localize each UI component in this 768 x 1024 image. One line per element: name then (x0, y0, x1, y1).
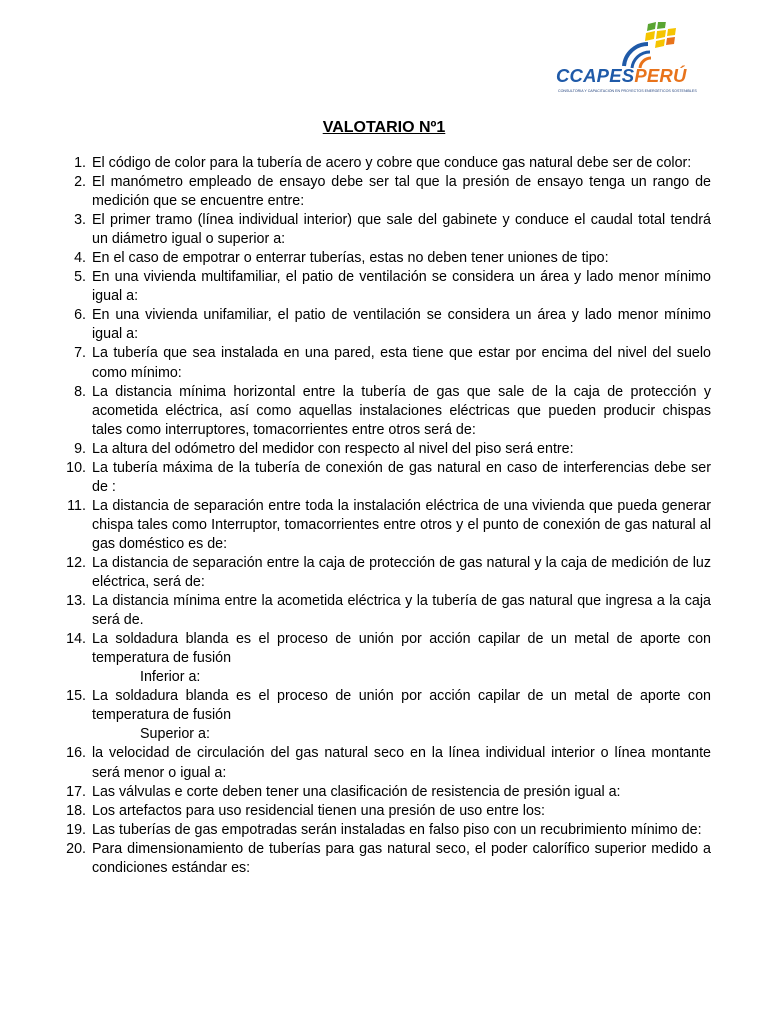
question-text: La distancia de separación entre la caja de protección de gas natural y la caja de medición de luz eléctrica, será de: (92, 554, 711, 591)
question-text: El código de color para la tubería de acero y cobre que conduce gas natural debe ser de color: (92, 155, 692, 171)
question-number: 6. (74, 307, 86, 324)
question-text: Los artefactos para uso residencial tienen una presión de uso entre los: (92, 802, 546, 819)
question-number: 19. (66, 821, 86, 838)
question-item (68, 268, 711, 306)
question-item (68, 173, 711, 211)
question-item (68, 306, 711, 344)
logo-solar-panel-icon (618, 22, 678, 70)
question-number: 9. (74, 440, 86, 457)
question-text: En una vivienda multifamiliar, el patio de ventilación se considera un área y lado menor mínimo igual a: (92, 269, 711, 305)
question-text: La distancia mínima horizontal entre la tubería de gas que sale de la caja de protección y acometida eléctrica, así como aquellas instalaciones eléctricas que pueden producir chispas tales como interruptores, tomacorrientes entre otros será de: (92, 383, 711, 438)
question-text: Para dimensionamiento de tuberías para gas natural seco, el poder calorífico superior medido a condiciones estándar es: (92, 840, 711, 876)
question-number: 8. (74, 383, 86, 400)
question-text: Las válvulas e corte deben tener una clasificación de resistencia de presión igual a: (92, 783, 621, 800)
question-text: La tubería máxima de la tubería de conexión de gas natural en caso de interferencias debe ser de : (92, 459, 711, 495)
question-text: La distancia mínima entre la acometida eléctrica y la tubería de gas natural que ingresa a la caja será de. (92, 593, 711, 629)
question-text: El primer tramo (línea individual interior) que sale del gabinete y conduce el caudal total tendrá un diámetro igual o superior a: (92, 212, 711, 248)
question-number: 1. (74, 155, 86, 171)
question-item (68, 344, 711, 382)
question-text: La soldadura blanda es el proceso de unión por acción capilar de un metal de aporte con temperatura de fusión (92, 688, 711, 724)
question-text: La tubería que sea instalada en una pared, esta tiene que estar por encima del nivel del suelo como mínimo: (92, 345, 711, 381)
question-item (68, 744, 711, 782)
question-text: La distancia de separación entre toda la instalación eléctrica de una vivienda que pueda generar chispa tales como Interruptor, tomacorrientes entre otros y el punto de conexión de gas natural al gas doméstico es de: (92, 497, 711, 552)
question-number: 11. (67, 497, 86, 514)
question-number: 4. (74, 250, 86, 267)
logo-brand-part1: CCAPES (556, 65, 635, 86)
question-number: 17. (66, 783, 86, 800)
question-item (68, 592, 711, 630)
question-text: La altura del odómetro del medidor con respecto al nivel del piso será entre: (92, 440, 574, 457)
question-number: 7. (74, 345, 86, 362)
question-item (68, 383, 711, 440)
question-number: 13. (66, 593, 86, 610)
question-number: 20. (66, 840, 86, 857)
question-list (68, 154, 711, 878)
question-text: El manómetro empleado de ensayo debe ser tal que la presión de ensayo tenga un rango de medición que se encuentre entre: (92, 174, 711, 210)
question-item (68, 249, 711, 268)
question-number: 16. (66, 745, 86, 762)
question-item (68, 554, 711, 592)
logo-brand-part2: PERÚ (634, 65, 687, 86)
question-item (68, 211, 711, 249)
title-text: VALOTARIO Nº1 (322, 119, 446, 136)
question-text: En una vivienda unifamiliar, el patio de ventilación se considera un área y lado menor mínimo igual a: (92, 307, 711, 343)
question-item (68, 783, 711, 802)
question-item (68, 497, 711, 554)
question-text: La soldadura blanda es el proceso de unión por acción capilar de un metal de aporte con temperatura de fusión (92, 631, 711, 667)
question-item (68, 630, 711, 687)
question-item (68, 459, 711, 497)
question-text: la velocidad de circulación del gas natural seco en la línea individual interior o línea montante será menor o igual a: (92, 745, 711, 781)
question-text: En el caso de empotrar o enterrar tuberías, estas no deben tener uniones de tipo: (92, 250, 609, 267)
question-item (68, 840, 711, 878)
ccapes-peru-logo (556, 22, 736, 102)
question-item (68, 687, 711, 744)
logo-tagline: CONSULTORIA Y CAPACITACIÓN EN PROYECTOS ENERGÉTICOS SOSTENIBLES (558, 89, 697, 93)
question-number: 15. (66, 688, 86, 705)
question-item (68, 440, 711, 459)
question-subtext: Superior a: (140, 726, 210, 743)
question-item (68, 802, 711, 821)
question-number: 14. (66, 631, 86, 648)
question-text: Las tuberías de gas empotradas serán instaladas en falso piso con un recubrimiento mínimo de: (92, 821, 702, 838)
question-number: 18. (66, 802, 86, 819)
question-number: 5. (74, 269, 86, 286)
question-number: 2. (74, 174, 86, 191)
question-number: 10. (66, 459, 86, 476)
document-title (0, 118, 768, 138)
question-item (68, 821, 711, 840)
question-number: 3. (74, 212, 86, 229)
question-item (68, 154, 711, 173)
question-number: 12. (66, 554, 86, 571)
question-subtext: Inferior a: (140, 669, 201, 686)
logo-wordmark (556, 66, 736, 86)
